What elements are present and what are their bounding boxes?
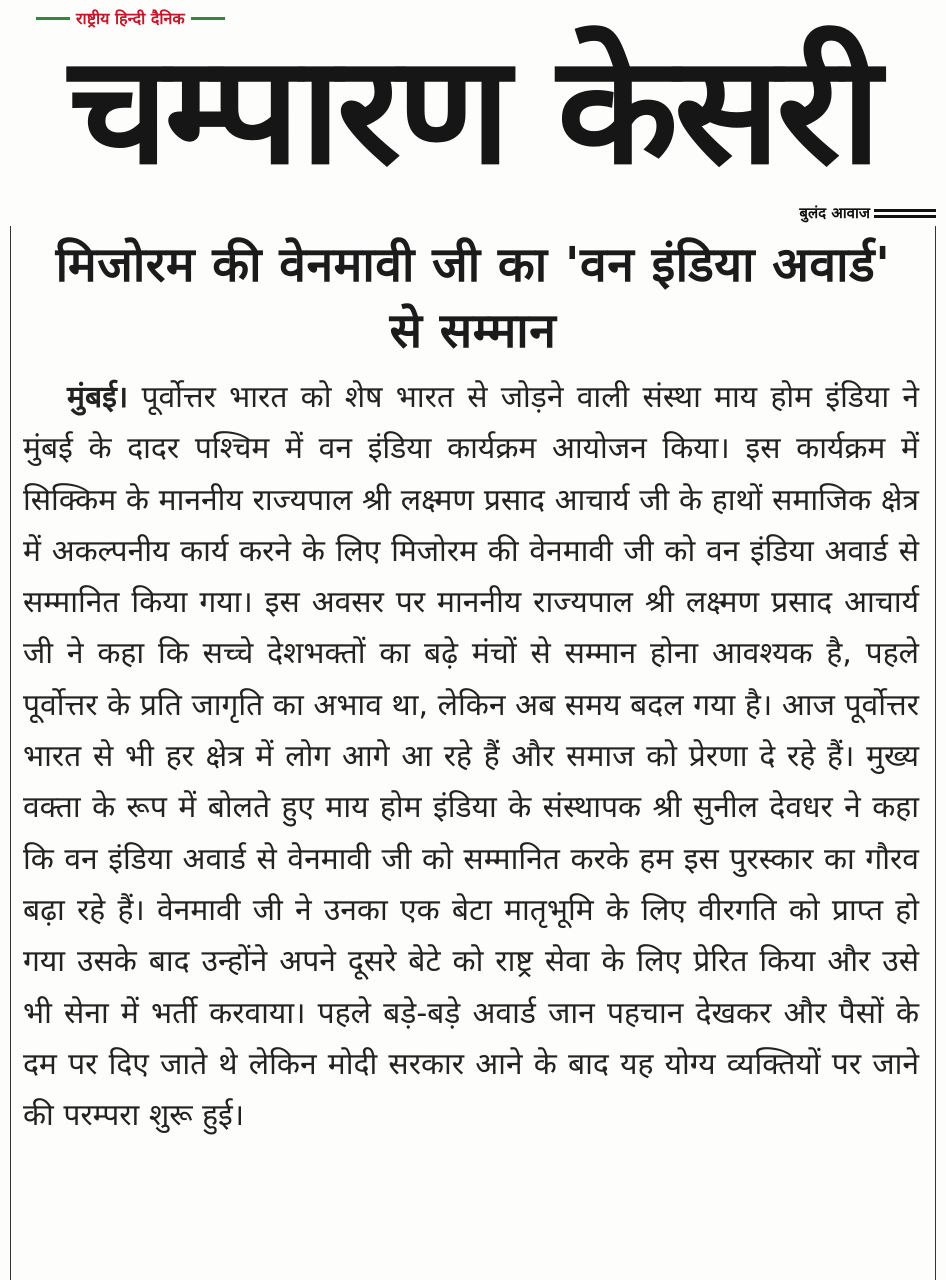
masthead <box>10 26 936 196</box>
section-flag <box>799 202 936 224</box>
article <box>10 226 936 1280</box>
section-label: बुलंद आवाज <box>799 204 870 222</box>
article-body-text: पूर्वोत्तर भारत को शेष भारत से जोड़ने वाली संस्था माय होम इंडिया ने मुंबई के दादर पश्चिम में वन इंडिया कार्यक्रम आयोजन किया। इस कार्यक्रम में सिक्किम के माननीय राज्यपाल श्री लक्ष्मण प्रसाद आचार्य जी के हाथों समाजिक क्षेत्र में अकल्पनीय कार्य करने के लिए मिजोरम की वेनमावी जी को वन इंडिया अवार्ड से सम्मानित किया गया। इस अवसर पर माननीय राज्यपाल श्री लक्ष्मण प्रसाद आचार्य जी ने कहा कि सच्चे देशभक्तों का बढ़े मंचों से सम्मान होना आवश्यक है, पहले पूर्वोत्तर के प्रति जागृति का अभाव था, लेकिन अब समय बदल गया है। आज पूर्वोत्तर भारत से भी हर क्षेत्र में लोग आगे आ रहे हैं और समाज को प्रेरणा दे रहे हैं। मुख्य वक्ता के रूप में बोलते हुए माय होम इंडिया के संस्थापक श्री सुनील देवधर ने कहा कि वन इंडिया अवार्ड से वेनमावी जी को सम्मानित करके हम इस पुरस्कार का गौरव बढ़ा रहे हैं। वेनमावी जी ने उनका एक बेटा मातृभूमि के लिए वीरगति को प्राप्त हो गया उसके बाद उन्होंने अपने दूसरे बेटे को राष्ट्र सेवा के लिए प्रेरित किया और उसे भी सेना में भर्ती करवाया। पहले बड़े-बड़े अवार्ड जान पहचान देखकर और पैसों के दम पर दिए जाते थे लेकिन मोदी सरकार आने के बाद यह योग्य व्यक्तियों पर जाने की परम्परा शुरू हुई। <box>23 380 919 1134</box>
tagline-rule-left <box>36 17 70 20</box>
article-body <box>23 372 919 1141</box>
newspaper-title: चम्पारण केसरी <box>68 24 878 198</box>
tagline-text: राष्ट्रीय हिन्दी दैनिक <box>76 9 185 28</box>
article-dateline: मुंबई। <box>67 380 129 415</box>
tagline-rule-right <box>191 17 225 20</box>
article-headline: मिजोरम की वेनमावी जी का 'वन इंडिया अवार्ड' से सम्मान <box>55 237 891 359</box>
section-rule <box>874 209 936 218</box>
